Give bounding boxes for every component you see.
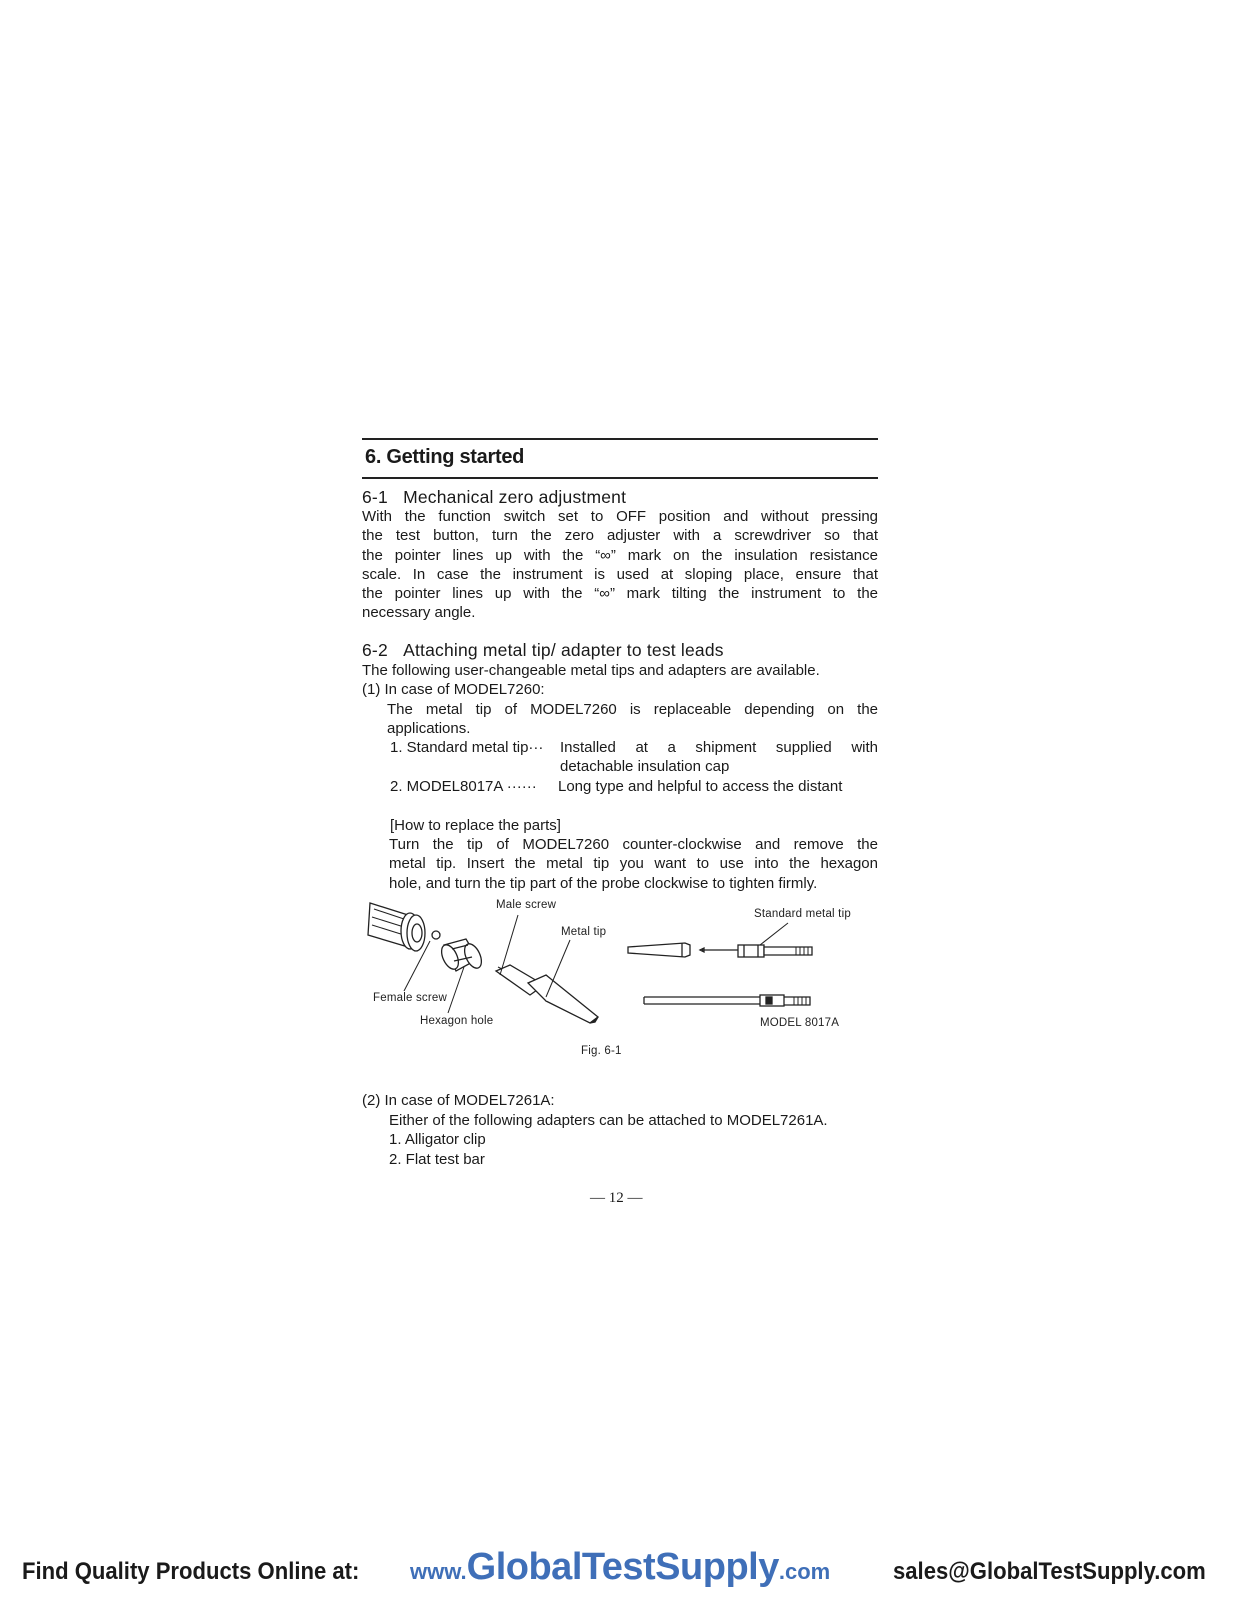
case-1-title: (1) In case of MODEL7260: (362, 681, 545, 698)
paragraph-line: necessary angle. (362, 604, 476, 622)
case-2-item-2: 2. Flat test bar (389, 1151, 485, 1168)
subsection-6-2-intro: The following user-changeable metal tips and adapters are available. (362, 662, 820, 679)
label-standard-metal-tip: Standard metal tip (754, 908, 851, 920)
paragraph-line: the pointer lines up with the “∞” mark tilting the instrument to the (362, 585, 878, 603)
label-hexagon-hole: Hexagon hole (420, 1015, 494, 1027)
case-1-description (387, 700, 878, 739)
probe-handle-icon (368, 903, 440, 951)
standard-metal-tip-icon (628, 923, 812, 957)
model-8017a-icon (644, 995, 810, 1006)
leader-hexagon-hole (448, 967, 464, 1013)
figure-caption: Fig. 6-1 (581, 1045, 622, 1057)
case-2-item-1: 1. Alligator clip (389, 1131, 486, 1148)
footer-email[interactable]: sales@GlobalTestSupply.com (893, 1558, 1206, 1585)
footer-url-main: GlobalTestSupply (466, 1546, 779, 1588)
subsection-6-1-body (362, 507, 878, 623)
footer-url-prefix: www. (410, 1559, 467, 1584)
label-male-screw: Male screw (496, 899, 557, 911)
paragraph-line: The metal tip of MODEL7260 is replaceable depending on the (387, 701, 878, 718)
item-2-label: 2. MODEL8017A ······ (390, 778, 537, 795)
subsection-6-1-heading: 6-1 Mechanical zero adjustment (362, 487, 627, 507)
label-female-screw: Female screw (373, 992, 447, 1004)
footer-website-link[interactable] (410, 1546, 830, 1589)
case-2-title: (2) In case of MODEL7261A: (362, 1092, 555, 1109)
section-title: 6. Getting started (365, 446, 525, 468)
insulation-cap-icon (438, 939, 485, 972)
subsection-6-2-heading: 6-2 Attaching metal tip/ adapter to test leads (362, 640, 724, 660)
case-2-description: Either of the following adapters can be attached to MODEL7261A. (389, 1112, 828, 1129)
paragraph-line: detachable insulation cap (560, 758, 730, 776)
item-1-text (560, 738, 878, 777)
label-metal-tip: Metal tip (561, 926, 607, 938)
paragraph-line: applications. (387, 720, 471, 738)
section-bottom-rule (362, 477, 878, 479)
paragraph-line: Installed at a shipment supplied with (560, 739, 878, 756)
paragraph-line: Turn the tip of MODEL7260 counter-clockwise and remove the (389, 836, 878, 853)
paragraph-line: With the function switch set to OFF position and without pressing (362, 508, 878, 525)
replace-instructions (389, 835, 878, 893)
paragraph-line: hole, and turn the tip part of the probe clockwise to tighten firmly. (389, 874, 818, 892)
paragraph-line: the test button, turn the zero adjuster with a screwdriver so that (362, 527, 878, 545)
page-number: — 12 — (590, 1190, 643, 1206)
item-2-text: Long type and helpful to access the distant (558, 778, 843, 795)
label-model-8017a: MODEL 8017A (760, 1017, 840, 1029)
paragraph-line: the pointer lines up with the “∞” mark on the insulation resistance (362, 546, 878, 564)
paragraph-line: metal tip. Insert the metal tip you want to use into the hexagon (389, 855, 878, 873)
replace-heading: [How to replace the parts] (390, 817, 561, 834)
item-1-label: 1. Standard metal tip··· (390, 739, 544, 756)
paragraph-line: scale. In case the instrument is used at sloping place, ensure that (362, 565, 878, 583)
section-top-rule (362, 438, 878, 440)
footer-url-suffix: .com (778, 1559, 831, 1584)
footer-find-label: Find Quality Products Online at: (22, 1558, 360, 1585)
